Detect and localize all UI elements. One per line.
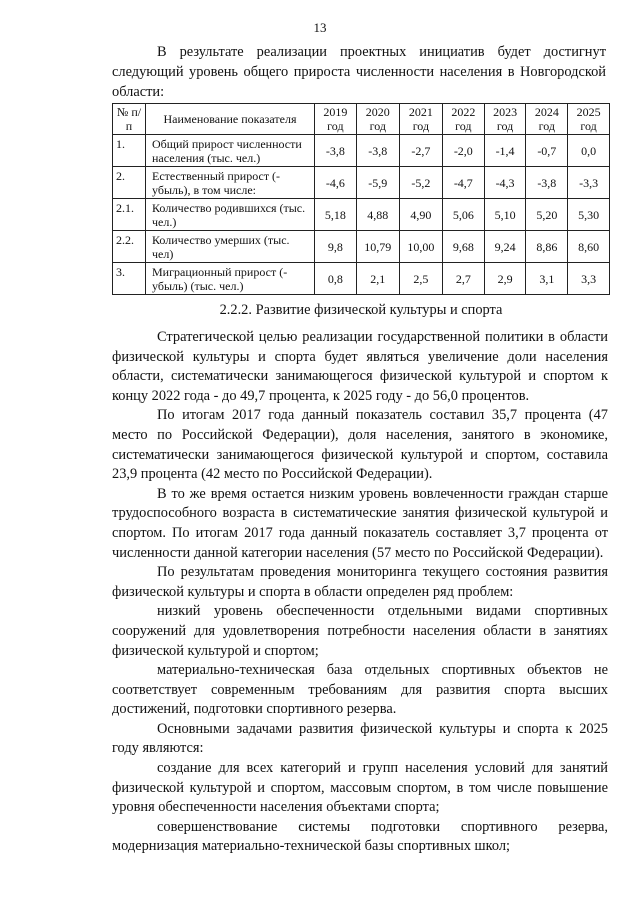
table-row [113, 167, 610, 199]
value-cell: -4,7 [442, 167, 484, 199]
paragraph-2017-results: По итогам 2017 года данный показатель составил 35,7 процента (47 место по Российской Федерации), доля населения, занятого в экономике, систематически занимающегося физической культурой и спортом, составила 23,9 процента (42 место по Российской Федерации). [112, 407, 608, 483]
paragraph-main-tasks: Основными задачами развития физической культуры и спорта к 2025 году являются: [112, 720, 608, 757]
value-cell: 10,79 [356, 231, 399, 263]
indicator-name: Общий прирост численности населения (тыс. чел.) [146, 135, 315, 167]
value-cell: 9,24 [484, 231, 526, 263]
section-heading: 2.2.2. Развитие физической культуры и спорта [219, 302, 503, 318]
value-cell: -3,8 [315, 135, 357, 167]
paragraph-problem-facilities: низкий уровень обеспеченности отдельными видами спортивных сооружений для удовлетворения потребности населения области в занятиях физической культурой и спортом; [112, 603, 608, 659]
header-cell-year: 2020 год [356, 104, 399, 135]
value-cell: -4,3 [484, 167, 526, 199]
value-cell: 3,3 [568, 263, 610, 295]
value-cell: -1,4 [484, 135, 526, 167]
value-cell: 4,90 [399, 199, 442, 231]
value-cell: -3,8 [526, 167, 568, 199]
row-number: 2. [113, 167, 146, 199]
value-cell: 5,18 [315, 199, 357, 231]
value-cell: -4,6 [315, 167, 357, 199]
header-cell-year: 2025 год [568, 104, 610, 135]
value-cell: 2,5 [399, 263, 442, 295]
value-cell: -3,8 [356, 135, 399, 167]
indicator-name: Естественный прирост (-убыль), в том числе: [146, 167, 315, 199]
value-cell: 5,10 [484, 199, 526, 231]
paragraph-monitoring-problems: По результатам проведения мониторинга текущего состояния развития физической культуры и спорта в области определен ряд проблем: [112, 564, 608, 600]
paragraph-problem-material-base: материально-техническая база отдельных спортивных объектов не соответствует современным требованиям для развития спорта высших достижений, подготовки спортивного резерва. [112, 662, 608, 718]
table-row [113, 263, 610, 295]
value-cell: 8,60 [568, 231, 610, 263]
value-cell: -5,2 [399, 167, 442, 199]
page-number: 13 [313, 20, 327, 35]
value-cell: 10,00 [399, 231, 442, 263]
table-row [113, 135, 610, 167]
paragraph-senior-involvement: В то же время остается низким уровень вовлеченности граждан старше трудоспособного возраста в систематические занятия физической культурой и спортом. По итогам 2017 года данный показатель составляет 3,7 процента от численности данной категории населения (57 место по Российской Федерации). [112, 485, 608, 561]
paragraph-strategic-goal: Стратегической целью реализации государственной политики в области физической культуры и спорта будет являться увеличение доли населения области, систематически занимающегося физической культурой и спортом к концу 2022 года - до 49,7 процента, к 2025 году - до 56,0 процентов. [112, 329, 608, 404]
value-cell: 2,9 [484, 263, 526, 295]
value-cell: 0,8 [315, 263, 357, 295]
value-cell: 4,88 [356, 199, 399, 231]
header-cell-year: 2019 год [315, 104, 357, 135]
intro-paragraph: В результате реализации проектных инициатив будет достигнут следующий уровень общего прироста численности населения в Новгородской области: [112, 44, 606, 100]
header-cell-indicator: Наименование показателя [146, 104, 315, 135]
row-number: 2.1. [113, 199, 146, 231]
value-cell: 5,30 [568, 199, 610, 231]
header-cell-year: 2021 год [399, 104, 442, 135]
row-number: 1. [113, 135, 146, 167]
row-number: 3. [113, 263, 146, 295]
header-cell-year: 2024 год [526, 104, 568, 135]
value-cell: 2,1 [356, 263, 399, 295]
indicator-name: Миграционный прирост (-убыль) (тыс. чел.) [146, 263, 315, 295]
value-cell: -0,7 [526, 135, 568, 167]
header-cell-number: № п/п [113, 104, 146, 135]
paragraph-task-reserve: совершенствование системы подготовки спортивного резерва, модернизация материально-технической базы спортивных школ; [112, 818, 608, 855]
value-cell: 9,8 [315, 231, 357, 263]
table-row [113, 231, 610, 263]
header-cell-year: 2023 год [484, 104, 526, 135]
value-cell: -2,7 [399, 135, 442, 167]
value-cell: 8,86 [526, 231, 568, 263]
value-cell: 3,1 [526, 263, 568, 295]
row-number: 2.2. [113, 231, 146, 263]
value-cell: 2,7 [442, 263, 484, 295]
value-cell: -2,0 [442, 135, 484, 167]
value-cell: 5,20 [526, 199, 568, 231]
paragraph-task-conditions: создание для всех категорий и групп населения условий для занятий физической культурой и спортом, массовым спортом, в том числе повышение уровня обеспеченности населения объектами спорта; [112, 760, 608, 816]
table-header-row [113, 104, 610, 135]
value-cell: 0,0 [568, 135, 610, 167]
indicator-name: Количество умерших (тыс. чел) [146, 231, 315, 263]
value-cell: 5,06 [442, 199, 484, 231]
population-growth-table [112, 103, 610, 295]
indicator-name: Количество родившихся (тыс. чел.) [146, 199, 315, 231]
section-body [112, 328, 608, 857]
value-cell: -3,3 [568, 167, 610, 199]
table-row [113, 199, 610, 231]
header-cell-year: 2022 год [442, 104, 484, 135]
value-cell: 9,68 [442, 231, 484, 263]
value-cell: -5,9 [356, 167, 399, 199]
